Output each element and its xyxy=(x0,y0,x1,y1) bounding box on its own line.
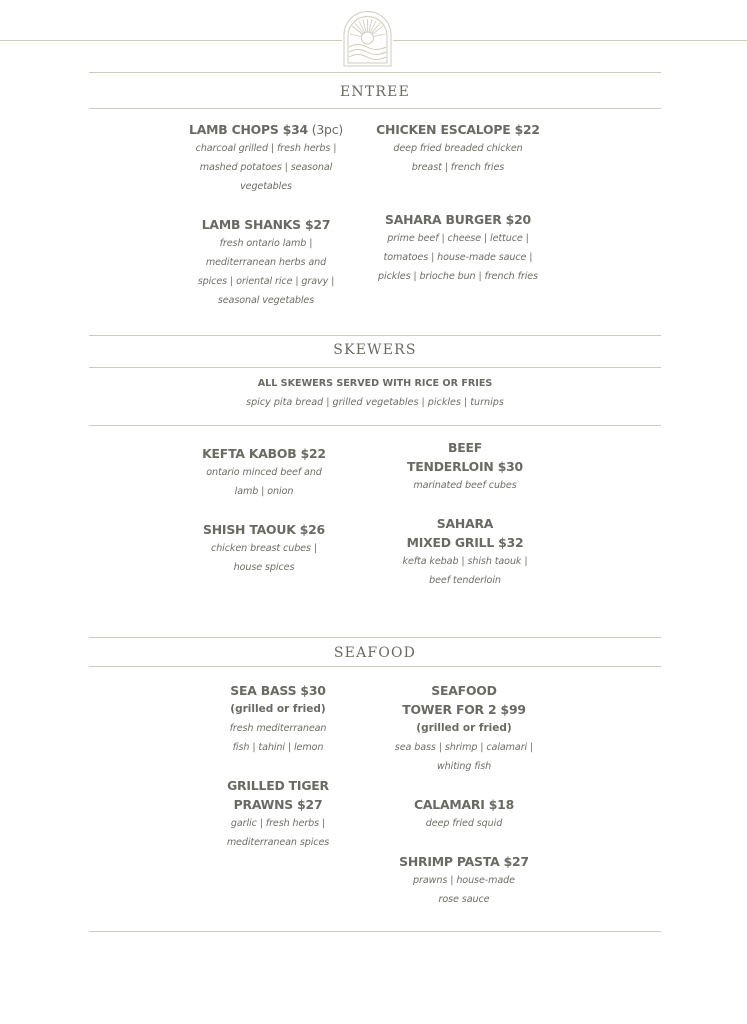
item-desc: mashed potatoes | seasonal xyxy=(199,162,333,173)
item-name: LAMB CHOPS $34 (3pc) xyxy=(189,122,343,137)
item-desc: charcoal grilled | fresh herbs | xyxy=(195,143,337,154)
item-name: MIXED GRILL $32 xyxy=(406,535,524,550)
item-desc: kefta kebab | shish taouk | xyxy=(402,556,528,567)
item-note: (grilled or fried) xyxy=(416,722,512,734)
item-name: BEEF xyxy=(447,440,483,455)
item-desc: ontario minced beef and xyxy=(206,467,322,478)
item-note: (grilled or fried) xyxy=(230,703,326,715)
item-desc: mediterranean herbs and xyxy=(205,257,327,268)
item-name: CHICKEN ESCALOPE $22 xyxy=(376,122,540,137)
item-name: PRAWNS $27 xyxy=(233,797,323,812)
item-desc: whiting fish xyxy=(436,761,492,772)
menu-item-lamb-shanks xyxy=(166,215,366,310)
item-desc: breast | french fries xyxy=(411,162,505,173)
sun-arch-logo-icon xyxy=(342,11,393,67)
menu-item-beef-tenderloin xyxy=(365,438,565,495)
item-name: GRILLED TIGER xyxy=(227,778,329,793)
item-desc: mediterranean spices xyxy=(226,837,330,848)
item-desc: house spices xyxy=(233,562,295,573)
menu-item-lamb-chops xyxy=(166,120,366,196)
item-name: SEA BASS $30 xyxy=(230,683,326,698)
item-desc: marinated beef cubes xyxy=(413,480,517,491)
item-desc: rose sauce xyxy=(438,894,490,905)
item-name: SHRIMP PASTA $27 xyxy=(399,854,529,869)
item-name: TENDERLOIN $30 xyxy=(407,459,523,474)
menu-item-grilled-tiger-prawns xyxy=(178,776,378,852)
item-desc: chicken breast cubes | xyxy=(211,543,317,554)
skewers-rule-bottom xyxy=(89,425,661,426)
skewers-heading: SKEWERS xyxy=(333,342,417,358)
menu-item-shish-taouk xyxy=(164,520,364,577)
entree-heading: ENTREE xyxy=(340,84,410,100)
entree-rule-top xyxy=(89,72,661,73)
footer-rule xyxy=(89,931,661,932)
seafood-rule-bottom xyxy=(89,666,661,667)
item-desc: fresh ontario lamb | xyxy=(219,238,313,249)
item-desc: spices | oriental rice | gravy | xyxy=(197,276,335,287)
item-desc: fish | tahini | lemon xyxy=(232,742,324,753)
item-desc: seasonal vegetables xyxy=(217,295,315,306)
item-desc: vegetables xyxy=(240,181,292,192)
skewers-rule-top xyxy=(89,335,661,336)
item-desc: lamb | onion xyxy=(234,486,294,497)
seafood-heading: SEAFOOD xyxy=(333,645,417,661)
item-name: SHISH TAOUK $26 xyxy=(203,522,325,537)
skewers-sides: spicy pita bread | grilled vegetables | pickles | turnips xyxy=(246,397,504,408)
item-name: LAMB SHANKS $27 xyxy=(201,217,331,232)
item-desc: fresh mediterranean xyxy=(229,723,327,734)
item-name: KEFTA KABOB $22 xyxy=(202,446,326,461)
menu-item-calamari xyxy=(364,795,564,833)
item-desc: prime beef | cheese | lettuce | xyxy=(387,233,529,244)
item-name: SAHARA BURGER $20 xyxy=(385,212,531,227)
entree-rule-bottom xyxy=(89,108,661,109)
menu-item-sahara-burger xyxy=(358,210,558,286)
seafood-rule-top xyxy=(89,637,661,638)
menu-item-seafood-tower xyxy=(364,681,564,776)
menu-item-chicken-escalope xyxy=(358,120,558,177)
menu-item-kefta-kabob xyxy=(164,444,364,501)
item-desc: garlic | fresh herbs | xyxy=(230,818,326,829)
skewers-caption: ALL SKEWERS SERVED WITH RICE OR FRIES xyxy=(257,378,493,389)
item-desc: deep fried squid xyxy=(425,818,503,829)
item-desc: pickles | brioche bun | french fries xyxy=(378,271,538,282)
skewers-rule-mid xyxy=(89,367,661,368)
item-desc: beef tenderloin xyxy=(429,575,501,586)
menu-item-sea-bass xyxy=(178,681,378,757)
item-desc: prawns | house-made xyxy=(413,875,515,886)
menu-item-sahara-mixed-grill xyxy=(365,514,565,590)
item-desc: sea bass | shrimp | calamari | xyxy=(394,742,534,753)
item-name: SEAFOOD xyxy=(431,683,497,698)
menu-item-shrimp-pasta xyxy=(364,852,564,909)
item-name: TOWER FOR 2 $99 xyxy=(402,702,526,717)
item-name: SAHARA xyxy=(436,516,494,531)
item-desc: deep fried breaded chicken xyxy=(393,143,523,154)
item-desc: tomatoes | house-made sauce | xyxy=(383,252,533,263)
item-name: CALAMARI $18 xyxy=(413,797,515,812)
